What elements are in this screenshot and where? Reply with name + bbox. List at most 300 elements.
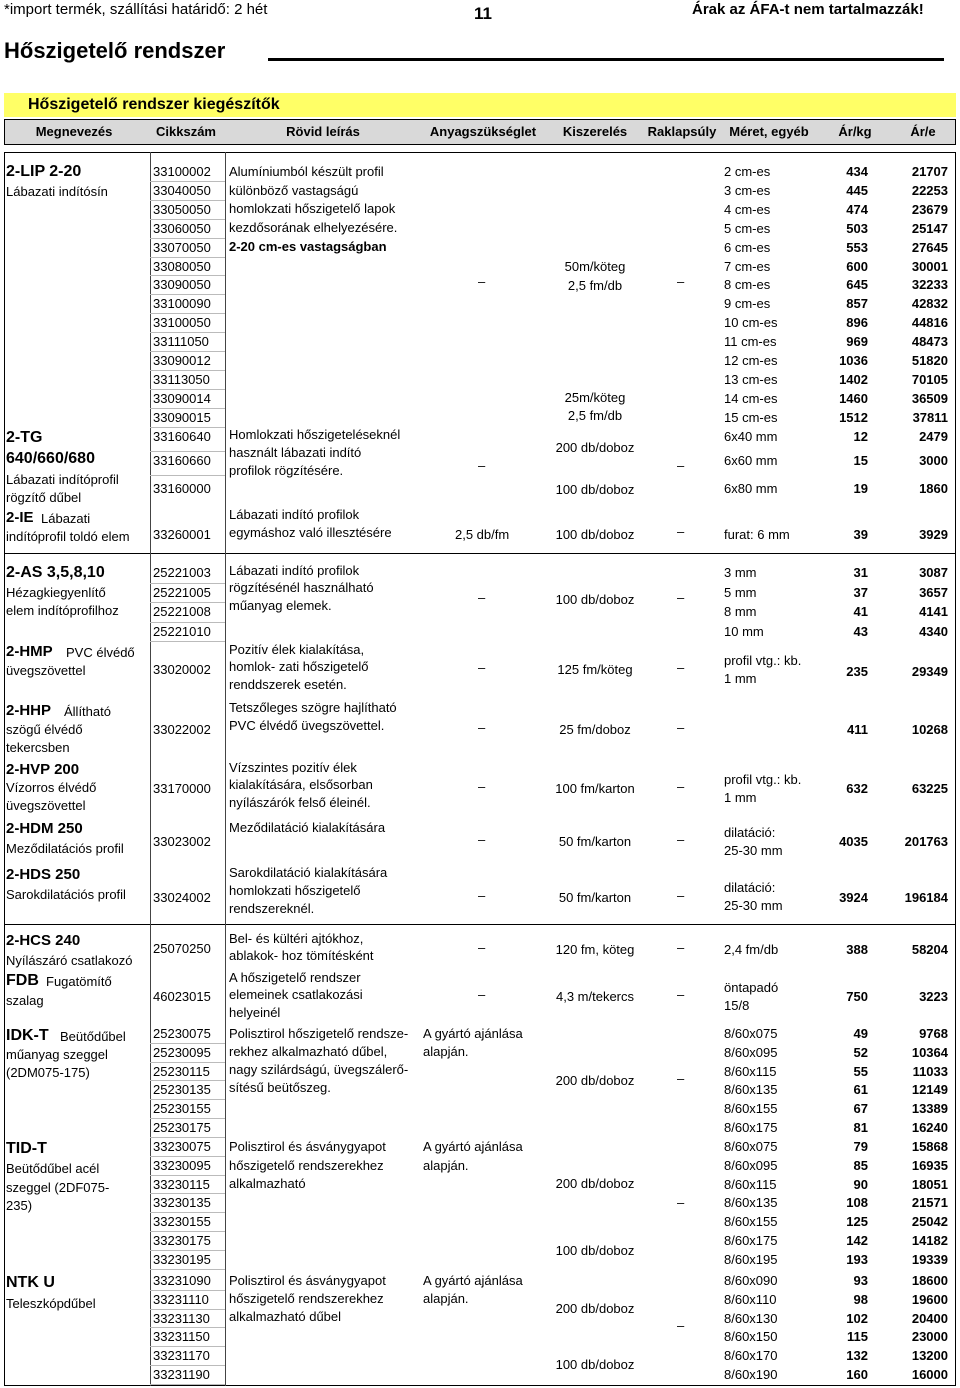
ntk-row-price-e: 23000 [911,1329,948,1345]
lip-row-rule [150,408,225,409]
ntk-sub: Teleszkópdűbel [6,1296,96,1311]
hhp-weight-dash: – [677,720,685,735]
lip-row-price-e: 25147 [911,220,948,236]
tid-row-price-kg: 142 [846,1233,868,1248]
lip-desc-4: kezdősorának elhelyezésére. [229,220,398,235]
idk-sub-1: Beütődűbel [60,1029,126,1044]
idk-row-price-kg: 67 [853,1101,868,1117]
ntk-row-price-e: 13200 [911,1348,948,1364]
ie-code: 2-IE [6,509,34,526]
ntk-row-price-kg: 98 [853,1291,868,1307]
idk-row-size: 8/60x095 [724,1044,778,1060]
page-title: Hőszigetelő rendszer [4,38,226,63]
tg-desc-3: profilok rögzítésére. [229,463,344,478]
table-left-rule [4,152,5,1386]
ntk-row-size: 8/60x130 [724,1310,778,1326]
lip-row-price-e: 22253 [911,182,948,198]
as-code: 2-AS 3,5,8,10 [6,564,105,581]
lip-row-rule [150,200,225,201]
idk-code: IDK-T [6,1027,49,1044]
tid-sub-3: 235) [6,1198,33,1213]
ntk-row-cikkszam: 33231190 [153,1367,210,1382]
ie-desc-1: Lábazati indító profilok [229,507,360,522]
idk-row-cikkszam: 25230075 [153,1026,211,1041]
as-row-price-e: 3657 [919,584,948,600]
ntk-desc-1: Polisztirol és ásványgyapot [229,1273,386,1288]
idk-row-size: 8/60x135 [724,1082,778,1098]
tid-row-size: 8/60x175 [724,1233,778,1248]
ntk-need-2: alapján. [423,1291,469,1306]
hcs-desc-1: Bel- és kültéri ajtókhoz, [229,931,364,946]
col-raklapsuly: Raklapsúly [647,124,717,139]
as-pack: 100 db/doboz [555,592,635,607]
tid-row-size: 8/60x155 [724,1214,778,1230]
hmp-sub-1: PVC élvédő [66,645,135,660]
tg-row-price-kg: 19 [853,481,868,496]
lip-row-price-kg: 600 [846,258,868,274]
lip-row-price-e: 37811 [912,409,948,425]
fdb-price-kg: 750 [846,989,868,1004]
hds-desc-2: homlokzati hőszigetelő [229,883,361,898]
col-anyagszukseglet: Anyagszükséglet [429,124,537,139]
hds-sub: Sarokdilatációs profil [6,887,126,902]
hvp-price-kg: 632 [846,781,868,796]
col-kiszereles: Kiszerelés [562,124,628,139]
tid-row-price-e: 21571 [911,1195,948,1211]
idk-row-size: 8/60x175 [724,1120,778,1135]
as-row-rule [150,602,225,603]
hmp-desc-2: homlok- zati hőszigetelő [229,659,369,674]
lip-row-rule [150,238,225,239]
fdb-cikk: 46023015 [153,989,211,1004]
block-rule-1 [4,553,956,554]
ntk-row-price-kg: 102 [846,1310,868,1326]
ntk-row-cikkszam: 33231150 [153,1329,210,1345]
table-right-rule [955,152,956,1386]
hmp-weight-dash: – [677,660,685,675]
hmp-cikk: 33020002 [153,662,211,677]
idk-row-price-kg: 52 [853,1044,868,1060]
ntk-row-price-kg: 132 [846,1348,868,1364]
tid-row-price-e: 16935 [911,1157,948,1173]
idk-row-price-kg: 81 [853,1120,868,1135]
ntk-row-rule [150,1309,225,1310]
lip-row-price-kg: 503 [846,220,868,236]
as-row-price-kg: 41 [853,604,868,619]
lip-row-price-e: 70105 [911,371,948,387]
hhp-pack: 25 fm/doboz [559,722,631,737]
idk-row-size: 8/60x075 [724,1026,778,1041]
lip-row-cikkszam: 33070050 [153,239,211,255]
lip-desc-3: homlokzati hőszigetelő lapok [229,201,396,216]
fdb-size-2: 15/8 [724,998,750,1013]
hhp-desc-1: Tetszőleges szögre hajlítható [229,700,397,715]
tid-need-2: alapján. [423,1158,469,1173]
as-row-price-kg: 37 [853,584,868,600]
tid-row-cikkszam: 33230135 [153,1195,211,1211]
tg-row-price-e: 3929 [919,527,948,542]
hvp-code: 2-HVP 200 [6,761,80,778]
idk-row-cikkszam: 25230115 [153,1063,210,1079]
hds-weight-dash: – [677,888,685,903]
ntk-need-1: A gyártó ajánlása [423,1273,523,1288]
lip-weight-dash: – [677,274,685,289]
lip-row-price-e: 51820 [911,353,948,368]
lip-row-cikkszam: 33090012 [153,353,211,368]
tg-pack-a: 200 db/doboz [555,440,635,455]
as-row-price-kg: 31 [853,565,868,580]
fdb-desc-2: elemeinek csatlakozási [229,987,363,1002]
hcs-size: 2,4 fm/db [724,942,779,957]
tid-row-price-e: 25042 [911,1214,948,1230]
lip-row-price-kg: 1512 [839,409,868,425]
tid-row-rule [150,1193,225,1194]
lip-row-size: 4 cm-es [724,201,771,217]
idk-desc-3: nagy szilárdságú, üvegszálerő- [229,1062,409,1077]
hhp-need-dash: – [478,720,486,735]
lip-pack1-a: 50m/köteg [564,259,626,274]
tid-row-rule [150,1231,225,1232]
lip-row-price-kg: 645 [846,277,868,293]
lip-need-dash: – [478,274,486,289]
idk-row-rule [150,1080,225,1081]
idk-row-price-kg: 55 [853,1063,868,1079]
lip-pack2-a: 25m/köteg [564,390,626,405]
hds-pack: 50 fm/karton [558,890,632,905]
hmp-size-1: profil vtg.: kb. [724,653,802,668]
hds-size-1: dilatáció: [724,880,776,895]
lip-desc-5: 2-20 cm-es vastagságban [229,239,387,254]
table-top-rule [4,152,956,153]
tid-desc-2: hőszigetelő rendszerekhez [229,1158,384,1173]
tg-row-price-kg: 12 [853,429,868,444]
ie-desc-2: egymáshoz való illesztésére [229,525,392,540]
hhp-price-e: 10268 [911,722,948,737]
ntk-row-cikkszam: 33231090 [153,1273,211,1288]
as-row-price-e: 4340 [919,623,948,639]
hhp-sub-3: tekercsben [6,740,70,755]
fdb-size-1: öntapadó [724,980,779,995]
block-rule-2 [4,924,956,925]
hmp-price-e: 29349 [911,664,948,679]
ntk-pack-2: 100 db/doboz [555,1357,635,1372]
hvp-desc-3: nyílászárók felső éleinél. [229,795,371,810]
fdb-sub-1: Fugatömítő [46,974,112,989]
tid-row-size: 8/60x075 [724,1139,778,1154]
idk-row-rule [150,1137,225,1138]
hdm-weight-dash: – [677,832,685,847]
hdm-desc: Meződilatáció kialakítására [229,820,386,835]
tid-row-price-e: 18051 [911,1176,948,1192]
ntk-desc-3: alkalmazható dűbel [229,1309,342,1324]
hdm-sub: Meződilatációs profil [6,841,124,856]
as-row-size: 3 mm [724,565,757,580]
as-row-price-e: 4141 [919,604,948,619]
idk-row-rule [150,1099,225,1100]
ntk-weight-dash: – [677,1318,685,1333]
as-row-cikkszam: 25221010 [153,623,211,639]
as-row-cikkszam: 25221003 [153,565,211,580]
lip-row-price-kg: 1036 [839,353,868,368]
hcs-sub: Nyílászáró csatlakozó [6,953,133,968]
tg-row-size: 6x40 mm [724,429,778,444]
hhp-code: 2-HHP [6,702,52,719]
lip-row-price-e: 21707 [911,164,948,179]
hcs-price-e: 58204 [911,942,948,957]
idk-need-2: alapján. [423,1044,469,1059]
tid-code: TID-T [6,1140,47,1157]
idk-need-1: A gyártó ajánlása [423,1026,523,1041]
ie-need: 2,5 db/fm [455,527,510,542]
hvp-desc-1: Vízszintes pozitív élek [229,760,357,775]
hcs-desc-2: ablakok- hoz tömítésként [229,948,374,963]
lip-row-size: 9 cm-es [724,296,771,312]
idk-row-cikkszam: 25230135 [153,1082,211,1098]
fdb-desc-1: A hőszigetelő rendszer [229,970,361,985]
lip-row-rule [150,313,225,314]
tg-need-dash: – [478,458,486,473]
tid-row-price-e: 14182 [911,1233,948,1248]
fdb-sub-2: szalag [6,993,44,1008]
idk-row-price-e: 10364 [911,1044,948,1060]
lip-row-price-e: 27645 [911,239,948,255]
lip-row-rule [150,389,225,390]
lip-row-size: 14 cm-es [724,390,778,406]
hvp-cikk: 33170000 [153,781,211,796]
lip-row-size: 6 cm-es [724,239,771,255]
idk-row-price-e: 13389 [911,1101,948,1117]
ntk-row-size: 8/60x110 [724,1291,777,1307]
tid-row-rule [150,1269,225,1270]
as-row-price-e: 3087 [919,565,948,580]
fdb-desc-3: helyeinél [229,1005,281,1020]
lip-row-rule [150,332,225,333]
lip-row-cikkszam: 33090015 [153,409,211,425]
idk-row-price-kg: 49 [853,1026,868,1041]
tg-row-price-e: 3000 [919,453,948,468]
as-row-cikkszam: 25221008 [153,604,211,619]
as-row-size: 10 mm [724,623,764,639]
idk-desc-4: sítésű beütőszeg. [229,1080,331,1095]
tid-row-price-kg: 90 [853,1176,868,1192]
ntk-row-price-e: 19600 [911,1291,948,1307]
hdm-cikk: 33023002 [153,834,211,849]
lip-code: 2-LIP 2-20 [6,163,82,180]
idk-desc-1: Polisztirol hőszigetelő rendsze- [229,1026,409,1041]
hvp-pack: 100 fm/karton [555,781,635,796]
table-bottom-rule [4,1385,956,1386]
tid-row-size: 8/60x115 [724,1176,777,1192]
ntk-row-price-kg: 115 [847,1329,868,1345]
lip-row-cikkszam: 33113050 [153,371,210,387]
idk-weight-dash: – [677,1071,685,1086]
hhp-desc-2: PVC élvédő üvegszövettel. [229,718,385,733]
lip-row-size: 10 cm-es [724,315,778,331]
ie-sub-2: indítóprofil toldó elem [6,529,130,544]
as-row-cikkszam: 25221005 [153,584,211,600]
lip-row-rule [150,257,225,258]
lip-row-rule [150,219,225,220]
lip-row-price-kg: 1402 [839,371,868,387]
as-row-rule [150,583,225,584]
ie-pack: 100 db/doboz [555,527,635,542]
lip-subtitle: Lábazati indítósín [6,184,108,199]
as-need-dash: – [478,590,486,605]
lip-row-price-kg: 445 [846,182,868,198]
hdm-size-2: 25-30 mm [724,843,783,858]
ntk-row-price-e: 18600 [911,1273,948,1288]
idk-row-cikkszam: 25230155 [153,1101,211,1117]
ntk-desc-2: hőszigetelő rendszerekhez [229,1291,384,1306]
hhp-cikk: 33022002 [153,722,211,737]
hds-price-kg: 3924 [839,890,868,905]
tg-row-rule [150,475,225,476]
col-cikkszam: Cikkszám [156,124,216,139]
ntk-row-price-e: 16000 [911,1367,948,1382]
tid-row-cikkszam: 33230155 [153,1214,211,1230]
hmp-pack: 125 fm/köteg [557,662,633,677]
lip-row-cikkszam: 33090014 [153,390,211,406]
tid-row-size: 8/60x095 [724,1157,778,1173]
tid-row-price-kg: 85 [853,1157,868,1173]
fdb-pack: 4,3 m/tekercs [555,989,635,1004]
lip-row-price-kg: 553 [846,239,868,255]
lip-row-size: 7 cm-es [724,258,771,274]
tg-sizes: 640/660/680 [6,450,95,467]
hvp-size-1: profil vtg.: kb. [724,772,802,787]
lip-row-cikkszam: 33100090 [153,296,211,312]
ntk-row-rule [150,1384,225,1385]
tg-row-size: 6x80 mm [724,481,778,496]
col-rovid-leiras: Rövid leírás [286,124,360,139]
hds-need-dash: – [478,888,486,903]
tg-sub-1: Lábazati indítóprofil [6,472,119,487]
import-note: *import termék, szállítási határidő: 2 hét [4,1,268,18]
tg-row-rule [150,451,225,452]
tid-row-price-kg: 193 [846,1251,868,1267]
idk-row-size: 8/60x155 [724,1101,778,1117]
section-title: Hőszigetelő rendszer kiegészítők [28,96,280,113]
idk-row-rule [150,1062,225,1063]
idk-sub-2: műanyag szeggel [6,1047,108,1062]
tid-sub-2: szeggel (2DF075- [6,1180,110,1195]
lip-row-rule [150,275,225,276]
hcs-cikk: 25070250 [153,941,211,956]
tg-row-cikkszam: 33260001 [153,527,211,542]
ntk-row-size: 8/60x090 [724,1273,778,1288]
tg-code: 2-TG [6,429,43,446]
hds-cikk: 33024002 [153,890,211,905]
lip-row-price-kg: 896 [846,315,868,331]
lip-row-price-e: 48473 [911,334,948,350]
as-desc-3: műanyag elemek. [229,598,332,613]
tid-sub-1: Beütődűbel acél [6,1161,100,1176]
ntk-row-price-e: 20400 [911,1310,948,1326]
idk-row-cikkszam: 25230175 [153,1120,211,1135]
lip-row-price-e: 32233 [911,277,948,293]
as-row-rule [150,622,225,623]
lip-desc-2: különböző vastagságú [229,183,359,198]
hds-desc-1: Sarokdilatáció kialakítására [229,865,388,880]
lip-row-price-e: 44816 [911,315,948,331]
fdb-need-dash: – [478,987,486,1002]
as-desc-2: rögzítésénél használható [229,580,374,595]
idk-row-rule [150,1118,225,1119]
col-ar-e: Ár/e [910,124,936,139]
tid-row-size: 8/60x195 [724,1251,778,1267]
idk-row-price-e: 16240 [911,1120,948,1135]
hvp-sub-2: üvegszövettel [6,798,86,813]
hvp-sub-1: Vízorros élvédő [6,780,97,795]
col-ar-kg: Ár/kg [838,124,872,139]
hvp-size-2: 1 mm [724,790,757,805]
tid-need-1: A gyártó ajánlása [423,1139,523,1154]
tid-row-price-kg: 108 [846,1195,868,1211]
lip-row-price-e: 30001 [911,258,948,274]
lip-row-cikkszam: 33100002 [153,164,211,179]
as-sub-1: Hézagkiegyenlítő [6,585,106,600]
hcs-need-dash: – [478,940,486,955]
lip-pack2-b: 2,5 fm/db [567,408,623,423]
idk-row-size: 8/60x115 [724,1063,777,1079]
col-megnevezes: Megnevezés [35,124,113,139]
hvp-price-e: 63225 [911,781,948,796]
as-desc-1: Lábazati indító profilok [229,563,360,578]
hcs-weight-dash: – [677,940,685,955]
ntk-pack-1: 200 db/doboz [555,1301,635,1316]
tid-row-cikkszam: 33230195 [153,1251,211,1267]
hmp-size-2: 1 mm [724,671,757,686]
tid-row-cikkszam: 33230095 [153,1157,211,1173]
lip-row-size: 5 cm-es [724,220,771,236]
lip-row-price-e: 42832 [911,296,948,312]
tid-pack-2: 100 db/doboz [555,1243,635,1258]
as-weight-dash: – [677,590,685,605]
hcs-price-kg: 388 [846,942,868,957]
lip-row-price-e: 23679 [911,201,948,217]
ntk-row-size: 8/60x150 [724,1329,778,1345]
tg-row-size: furat: 6 mm [724,527,790,542]
as-row-size: 8 mm [724,604,757,619]
tg-row-price-e: 2479 [919,429,948,444]
lip-row-rule [150,370,225,371]
as-row-size: 5 mm [724,584,757,600]
lip-row-cikkszam: 33050050 [153,201,211,217]
hhp-sub-2: szögű élvédő [6,722,83,737]
lip-row-cikkszam: 33100050 [153,315,211,331]
hds-price-e: 196184 [904,890,948,905]
idk-row-rule [150,1043,225,1044]
idk-row-price-e: 9768 [919,1026,948,1041]
hvp-need-dash: – [478,779,486,794]
hhp-price-kg: 411 [847,722,868,737]
lip-row-size: 15 cm-es [724,409,778,425]
ntk-row-rule [150,1365,225,1366]
hmp-sub-2: üvegszövettel [6,663,86,678]
ntk-row-price-kg: 93 [853,1273,868,1288]
tid-row-cikkszam: 33230075 [153,1139,211,1154]
hvp-weight-dash: – [677,779,685,794]
lip-row-rule [150,181,225,182]
hmp-desc-1: Pozitív élek kialakítása, [229,642,365,657]
tg-row-price-e: 1860 [919,481,948,496]
hcs-code: 2-HCS 240 [6,932,81,949]
ntk-row-cikkszam: 33231170 [153,1348,210,1364]
lip-row-cikkszam: 33060050 [153,220,211,236]
ntk-row-rule [150,1327,225,1328]
tid-row-rule [150,1175,225,1176]
fdb-weight-dash: – [677,987,685,1002]
